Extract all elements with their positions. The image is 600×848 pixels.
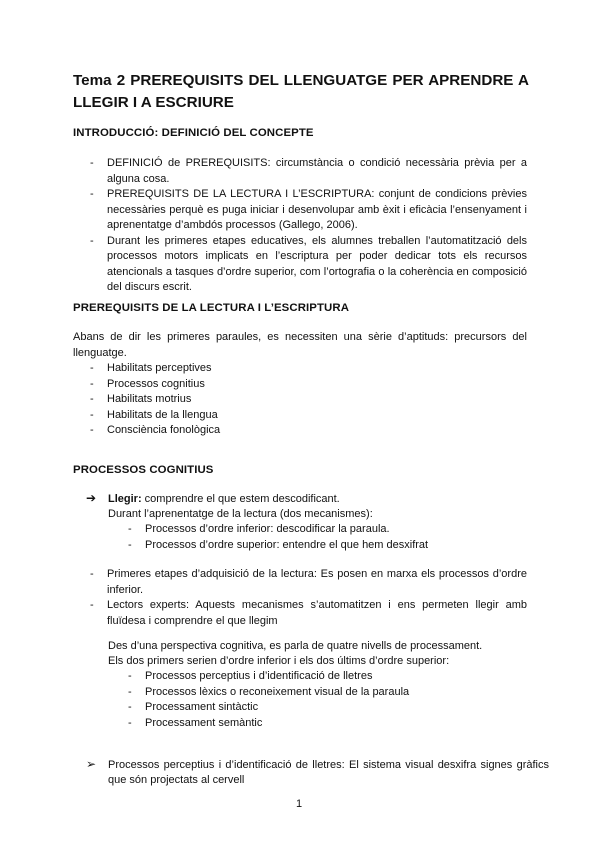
intro-heading: INTRODUCCIÓ: DEFINICIÓ DEL CONCEPTE <box>73 127 314 139</box>
list-item: - Habilitats de la llengua <box>90 408 527 424</box>
perceptius-note <box>86 758 549 789</box>
list-item: - Processament sintàctic <box>128 700 527 716</box>
list-item: - Processos d’ordre inferior: descodificar la paraula. <box>128 522 527 538</box>
levels-list <box>128 669 527 731</box>
perspective-text: Des d’una perspectiva cognitiva, es parla de quatre nivells de processament. <box>108 640 483 652</box>
mechanisms-list <box>128 522 527 553</box>
list-item: - Habilitats perceptives <box>90 361 527 377</box>
llegir-label: Llegir: <box>108 493 142 505</box>
durant-text: Durant l’aprenentatge de la lectura (dos mecanismes): <box>108 508 373 520</box>
list-item: - Processos cognitius <box>90 377 527 393</box>
prereq-list <box>90 361 527 439</box>
page-title: Tema 2 PREREQUISITS DEL LLENGUATGE PER APRENDRE A <box>73 72 529 89</box>
list-item: - Durant les primeres etapes educatives, els alumnes treballen l’automatització dels processos motors implicats en l’escriptura per poder dedicar tots els recursos atencionals a tasques d’ordre superior, com l’ortografia o la coherència en composició del discurs escrit. <box>90 234 527 296</box>
list-item: - Processos lèxics o reconeixement visual de la paraula <box>128 685 527 701</box>
page-number: 1 <box>296 798 303 810</box>
intro-list <box>90 156 527 296</box>
perceptius-text: Processos perceptius i d’identificació de lletres: El sistema visual desxifra signes gràfics que són projectats al cervell <box>108 758 549 786</box>
prereq-heading: PREREQUISITS DE LA LECTURA I L’ESCRIPTURA <box>73 302 350 314</box>
page-title-line2: LLEGIR I A ESCRIURE <box>73 94 234 111</box>
list-item: - DEFINICIÓ de PREREQUISITS: circumstància o condició necessària prèvia per a alguna cosa. <box>90 156 527 187</box>
prereq-paragraph: Abans de dir les primeres paraules, es necessiten una sèrie d’aptituds: precursors del llenguatge. <box>73 331 527 359</box>
list-item: - Processos perceptius i d’identificació de lletres <box>128 669 527 685</box>
list-item: - Processament semàntic <box>128 716 527 732</box>
list-item: - Lectors experts: Aquests mecanismes s’automatitzen i ens permeten llegir amb fluïdesa i comprendre el que llegim <box>90 598 527 629</box>
list-item: - Consciència fonològica <box>90 423 527 439</box>
arrowhead-icon: ➢ <box>86 756 97 771</box>
list-item: - Habilitats motrius <box>90 392 527 408</box>
list-item: - Primeres etapes d’adquisició de la lectura: Es posen en marxa els processos d’ordre inferior. <box>90 567 527 598</box>
list-item: - Processos d’ordre superior: entendre el que hem desxifrat <box>128 538 527 554</box>
llegir-definition <box>86 492 549 508</box>
perspective-text-2: Els dos primers serien d’ordre inferior i els dos últims d’ordre superior: <box>108 655 450 667</box>
arrow-icon: ➔ <box>86 491 97 505</box>
list-item: - PREREQUISITS DE LA LECTURA I L’ESCRIPTURA: conjunt de condicions prèvies necessàries perquè es puga iniciar i desenvolupar amb èxit i eficàcia l’ensenyament i aprenentatge d’ambdós processos (Gallego, 2006). <box>90 187 527 234</box>
cognitius-heading: PROCESSOS COGNITIUS <box>73 464 214 476</box>
stages-list <box>90 567 527 629</box>
llegir-text: comprendre el que estem descodificant. <box>141 493 340 505</box>
